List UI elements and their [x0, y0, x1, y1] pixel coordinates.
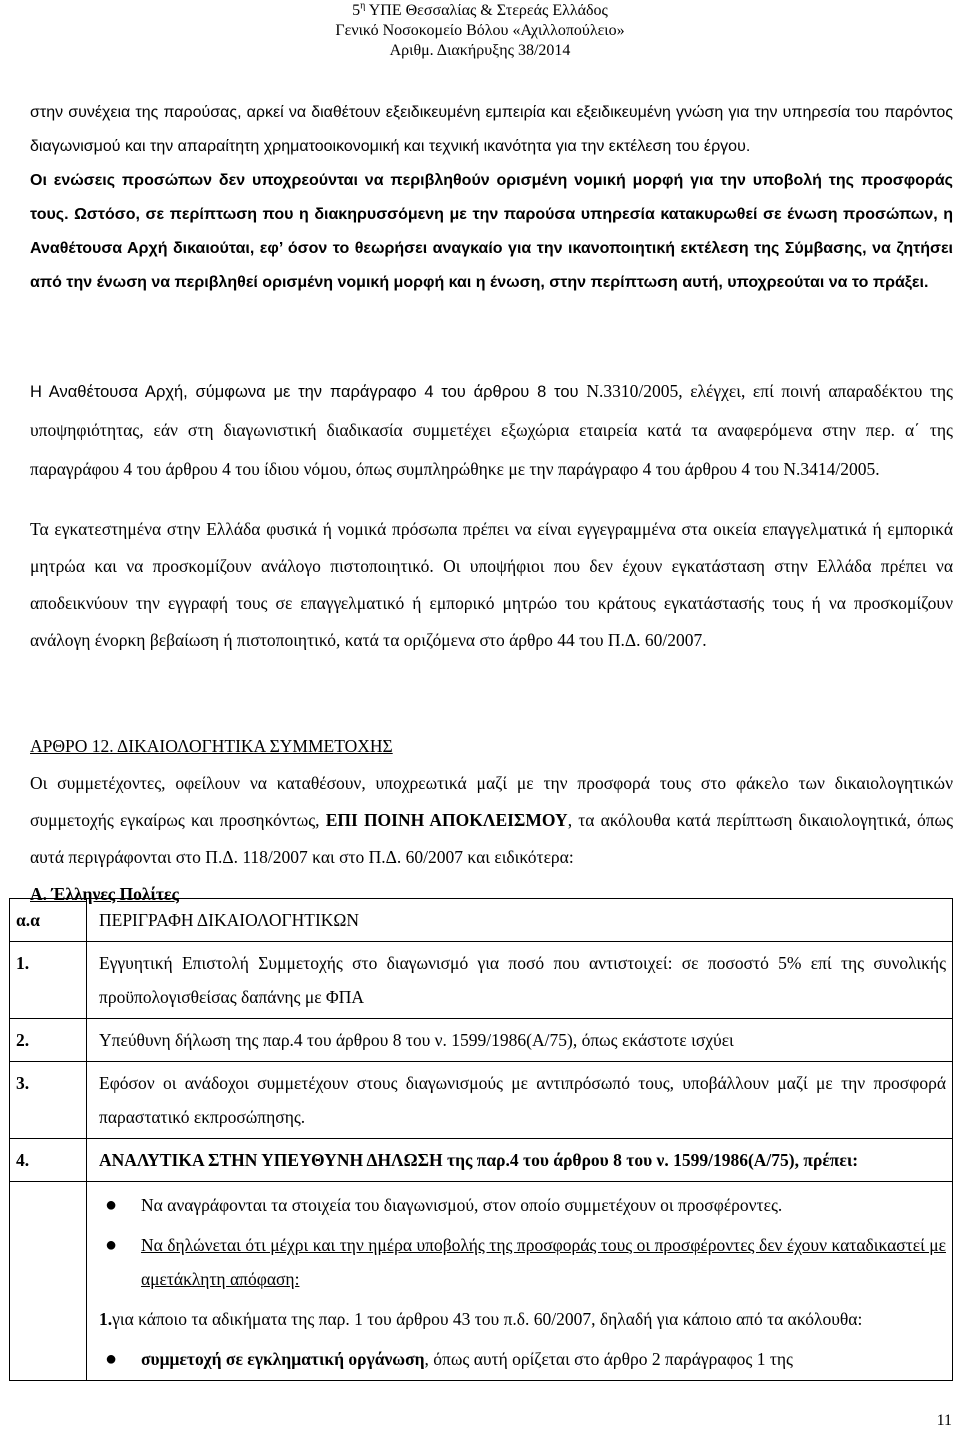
document-header: [0, 0, 960, 61]
requirements-cell: [87, 1182, 953, 1381]
table-header-row: [10, 899, 953, 942]
list-item: ● Να αναγράφονται τα στοιχεία του διαγωνισμού, στον οποίο συμμετέχουν οι προσφέροντες.: [99, 1188, 946, 1222]
list-item: ● Να δηλώνεται ότι μέχρι και την ημέρα υποβολής της προσφοράς τους οι προσφέροντες δεν έχουν καταδικαστεί με αμετάκλητη απόφαση:: [99, 1228, 946, 1296]
bullet-icon: ●: [105, 1194, 118, 1216]
intro-paragraph-1: στην συνέχεια της παρούσας, αρκεί να διαθέτουν εξειδικευμένη εμπειρία και εξειδικευμένη γνώση για την υπηρεσία του παρόντος διαγωνισμού και την απαραίτητη χρηματοοικονομική και τεχνική ικανότητα για την εκτέλεση του έργου.: [30, 104, 953, 155]
article-section: [30, 728, 953, 913]
establishment-paragraph: Τα εγκατεστημένα στην Ελλάδα φυσικά ή νομικά πρόσωπα πρέπει να είναι εγγεγραμμένα στα οικεία επαγγελματικά ή εμπορικά μητρώα και να προσκομίζουν ανάλογο πιστοποιητικό. Οι υποψήφιοι που δεν έχουν εγκατάσταση στην Ελλάδα πρέπει να αποδεικνύουν την εγγραφή τους σε επαγγελματικό ή εμπορικό μητρώο του κράτους εγκατάστασής τους ή να προσκομίζουν ανάλογη ένορκη βεβαίωση ή πιστοποιητικό, κατά τα οριζόμενα στο άρθρο 44 του Π.Δ. 60/2007.: [30, 519, 953, 650]
article-paragraph: Οι συμμετέχοντες, οφείλουν να καταθέσουν, υποχρεωτικά μαζί με την προσφορά τους στο φάκελο των δικαιολογητικών συμμετοχής εγκαίρως και προσηκόντως, ΕΠΙ ΠΟΙΝΗ ΑΠΟΚΛΕΙΣΜΟΥ, τα ακόλουθα κατά περίπτωση δικαιολογητικά, όπως αυτά περιγράφονται στο Π.Δ. 118/2007 και στο Π.Δ. 60/2007 και ειδικότερα:: [30, 773, 954, 867]
sub-item-1: 1.για κάποιο τα αδικήματα της παρ. 1 του άρθρου 43 του π.δ. 60/2007, δηλαδή για κάποιο από τα ακόλουθα:: [99, 1309, 863, 1329]
page-number: 11: [936, 1412, 952, 1429]
table-row: 3. Εφόσον οι ανάδοχοι συμμετέχουν στους διαγωνισμούς με αντιπρόσωπό τους, υποβάλλουν μαζί με την προσφορά παραστατικό εκπροσώπησης.: [10, 1062, 953, 1139]
header-hospital: Γενικό Νοσοκομείο Βόλου «Αχιλλοπούλειο»: [335, 22, 625, 39]
documents-table: [9, 898, 953, 1381]
bullet-icon: ●: [105, 1348, 118, 1370]
table-row: 4. ΑΝΑΛΥΤΙΚΑ ΣΤΗΝ ΥΠΕΥΘΥΝΗ ΔΗΛΩΣΗ της παρ.4 του άρθρου 8 του ν. 1599/1986(Α/75), πρέπει:: [10, 1139, 953, 1182]
header-tender-number: Αριθμ. Διακήρυξης 38/2014: [389, 42, 571, 59]
header-num-cell: α.α: [10, 899, 87, 942]
intro-paragraph-2: Οι ενώσεις προσώπων δεν υποχρεούνται να περιβληθούν ορισμένη νομική μορφή για την υποβολή της προσφοράς τους. Ωστόσο, σε περίπτωση που η διακηρυσσόμενη με την παρούσα υπηρεσία κατακυρωθεί σε ένωση προσώπων, η Αναθέτουσα Αρχή δικαιούται, εφ’ όσον το θεωρήσει αναγκαίο για την ικανοποιητική εκτέλεση της Σύμβασης, να ζητήσει από την ένωση να περιβληθεί ορισμένη νομική μορφή και η ένωση, στην περίπτωση αυτή, υποχρεούται να το πράξει.: [30, 172, 953, 291]
header-desc-cell: ΠΕΡΙΓΡΑΦΗ ΔΙΚΑΙΟΛΟΓΗΤΙΚΩΝ: [87, 899, 953, 942]
article-subtitle: Α. Έλληνες Πολίτες: [30, 884, 179, 904]
header-authority: $5^\eta$ ΥΠΕ Θεσσαλίας & Στερεάς Ελλάδος: [352, 0, 608, 19]
table-row: [10, 1182, 953, 1381]
bullet-icon: ●: [105, 1234, 118, 1256]
list-item: ● συμμετοχή σε εγκληματική οργάνωση, όπως αυτή ορίζεται στο άρθρο 2 παράγραφος 1 της: [99, 1342, 946, 1376]
offshore-paragraph: Η Αναθέτουσα Αρχή, σύμφωνα με την παράγραφο 4 του άρθρου 8 του Ν.3310/2005, ελέγχει, επί ποινή απαραδέκτου της υποψηφιότητας, εάν στη διαγωνιστική διαδικασία συμμετέχει εξωχώρια εταιρεία κατά τα αναφερόμενα στην περ. α΄ της παραγράφου 4 του άρθρου 4 του ίδιου νόμου, όπως συμπληρώθηκε με την παράγραφο 4 του άρθρου 4 του Ν.3414/2005.: [30, 381, 953, 479]
intro-section: [30, 96, 953, 300]
establishment-section: [30, 511, 953, 659]
table-row: 1. Εγγυητική Επιστολή Συμμετοχής στο διαγωνισμό για ποσό που αντιστοιχεί: σε ποσοστό 5% επί της συνολικής προϋπολογισθείσας δαπάνης με ΦΠΑ: [10, 942, 953, 1019]
table-row: 2. Υπεύθυνη δήλωση της παρ.4 του άρθρου 8 του ν. 1599/1986(Α/75), όπως εκάστοτε ισχύει: [10, 1019, 953, 1062]
article-title: ΑΡΘΡΟ 12. ΔΙΚΑΙΟΛΟΓΗΤΙΚΑ ΣΥΜΜΕΤΟΧΗΣ: [30, 736, 393, 756]
